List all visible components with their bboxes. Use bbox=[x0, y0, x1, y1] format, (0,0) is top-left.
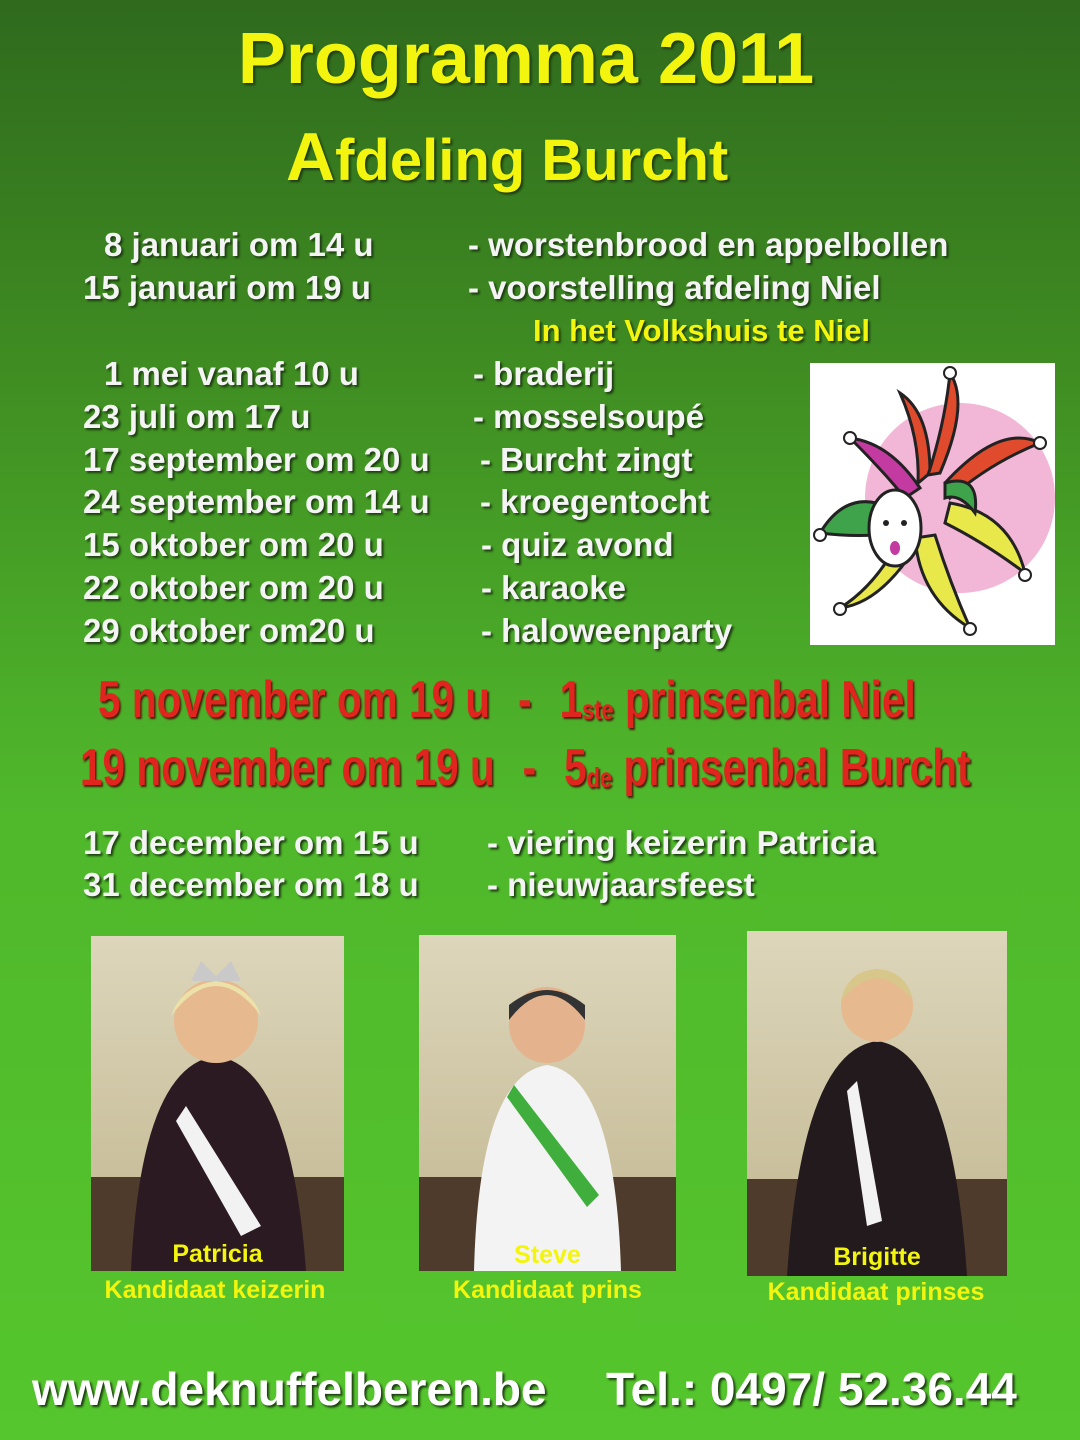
event-date: 1 mei vanaf 10 u bbox=[104, 355, 359, 392]
event-desc: - kroegentocht bbox=[480, 483, 710, 520]
venue-note: In het Volkshuis te Niel bbox=[533, 313, 871, 348]
event-date: 17 september om 20 u bbox=[83, 441, 430, 478]
event-desc: - nieuwjaarsfeest bbox=[487, 866, 755, 903]
highlight-date: 19 november om 19 u bbox=[80, 739, 495, 797]
candidate-role: Kandidaat prins bbox=[453, 1276, 642, 1304]
highlight-suffix: de bbox=[586, 762, 613, 793]
highlight-suffix: ste bbox=[582, 694, 614, 725]
highlight-event bbox=[98, 670, 916, 730]
candidate-role: Kandidaat keizerin bbox=[104, 1276, 326, 1304]
event-date: 8 januari om 14 u bbox=[104, 226, 374, 263]
highlight-title: prinsenbal Niel bbox=[624, 671, 916, 729]
event-desc: - mosselsoupé bbox=[473, 398, 705, 435]
event-date: 24 september om 14 u bbox=[83, 483, 430, 520]
highlight-dash: - bbox=[518, 671, 532, 729]
website-link[interactable]: www.deknuffelberen.be bbox=[32, 1363, 547, 1415]
jester-illustration bbox=[810, 363, 1055, 645]
candidate-role: Kandidaat prinses bbox=[767, 1278, 985, 1306]
highlight-number: 1 bbox=[559, 671, 583, 729]
event-date: 15 januari om 19 u bbox=[83, 269, 371, 306]
event-date: 15 oktober om 20 u bbox=[83, 526, 384, 563]
event-date: 17 december om 15 u bbox=[83, 824, 419, 861]
page-title: Programma 2011 bbox=[237, 19, 815, 99]
event-desc: - karaoke bbox=[481, 569, 626, 606]
highlight-date: 5 november om 19 u bbox=[98, 671, 491, 729]
candidate-name: Patricia bbox=[172, 1240, 263, 1268]
subtitle-rest: fdeling Burcht bbox=[335, 128, 729, 193]
highlight-event bbox=[80, 738, 971, 798]
event-date: 29 oktober om20 u bbox=[83, 612, 375, 649]
event-desc: - haloweenparty bbox=[481, 612, 733, 649]
person-figure-icon bbox=[419, 935, 676, 1271]
event-desc: - Burcht zingt bbox=[480, 441, 693, 478]
page-subtitle bbox=[286, 118, 728, 196]
phone-number: Tel.: 0497/ 52.36.44 bbox=[606, 1363, 1017, 1415]
candidate-photo-patricia bbox=[91, 936, 344, 1271]
person-figure-icon bbox=[747, 931, 1007, 1276]
event-desc: - viering keizerin Patricia bbox=[487, 824, 876, 861]
jester-mask-icon bbox=[810, 363, 1055, 645]
highlight-title: prinsenbal Burcht bbox=[623, 739, 971, 797]
candidate-name: Brigitte bbox=[833, 1243, 921, 1271]
candidate-photo-brigitte bbox=[747, 931, 1007, 1276]
subtitle-initial: A bbox=[286, 119, 336, 195]
event-desc: - quiz avond bbox=[481, 526, 674, 563]
candidate-photo-steve bbox=[419, 935, 676, 1271]
event-date: 22 oktober om 20 u bbox=[83, 569, 384, 606]
candidate-name: Steve bbox=[514, 1241, 581, 1269]
event-desc: - worstenbrood en appelbollen bbox=[468, 226, 949, 263]
event-date: 23 juli om 17 u bbox=[83, 398, 311, 435]
highlight-dash: - bbox=[522, 739, 537, 797]
event-desc: - voorstelling afdeling Niel bbox=[468, 269, 881, 306]
person-figure-icon bbox=[91, 936, 344, 1271]
event-date: 31 december om 18 u bbox=[83, 866, 419, 903]
highlight-number: 5 bbox=[564, 739, 587, 797]
event-desc: - braderij bbox=[473, 355, 615, 392]
